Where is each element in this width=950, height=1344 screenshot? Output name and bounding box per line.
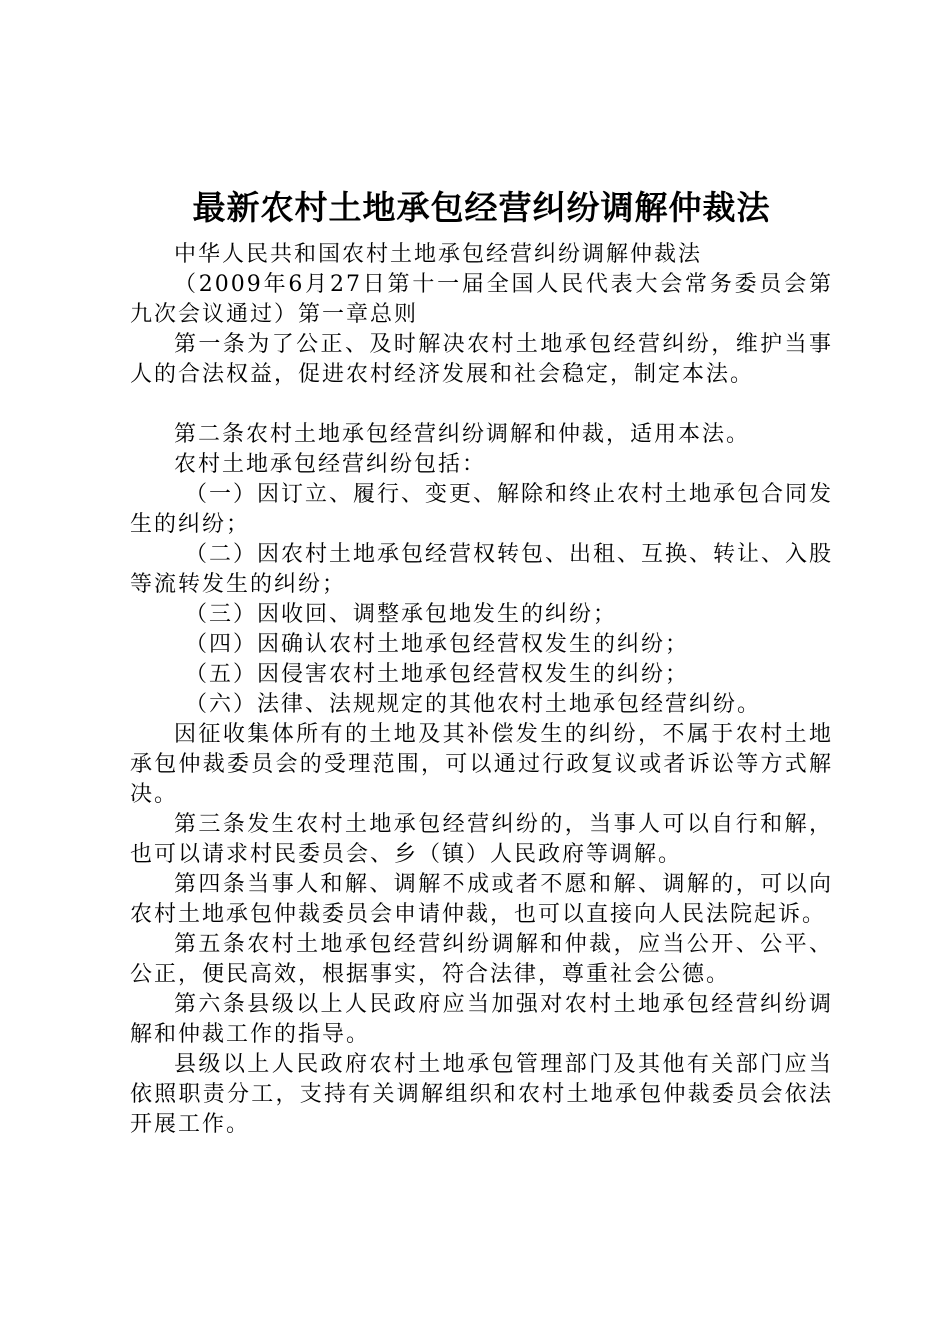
- law-name-line: 中华人民共和国农村土地承包经营纠纷调解仲裁法: [174, 242, 703, 267]
- article-1: 第一条为了公正、及时解决农村土地承包经营纠纷，维护当事人的合法权益，促进农村经济发展和社会稳定，制定本法。: [130, 332, 833, 387]
- article-2-item-1: （一）因订立、履行、变更、解除和终止农村土地承包合同发生的纠纷；: [130, 482, 834, 537]
- article-2-item-4: （四）因确认农村土地承包经营权发生的纠纷；: [185, 632, 690, 657]
- article-5: 第五条农村土地承包经营纠纷调解和仲裁，应当公开、公平、公正，便民高效，根据事实，符合法律，尊重社会公德。: [130, 932, 833, 987]
- article-3: 第三条发生农村土地承包经营纠纷的，当事人可以自行和解，也可以请求村民委员会、乡（镇）人民政府等调解。: [130, 812, 833, 867]
- article-2-item-5: （五）因侵害农村土地承包经营权发生的纠纷；: [185, 662, 690, 687]
- document-page: [130, 180, 833, 1140]
- article-6-paragraph-2: 县级以上人民政府农村土地承包管理部门及其他有关部门应当依照职责分工，支持有关调解组织和农村土地承包仲裁委员会依法开展工作。: [130, 1052, 833, 1137]
- article-2: 第二条农村土地承包经营纠纷调解和仲裁，适用本法。: [174, 422, 751, 447]
- article-6: 第六条县级以上人民政府应当加强对农村土地承包经营纠纷调解和仲裁工作的指导。: [130, 992, 833, 1047]
- blank-line: [130, 390, 833, 420]
- article-2-item-2: （二）因农村土地承包经营权转包、出租、互换、转让、入股等流转发生的纠纷；: [130, 542, 834, 597]
- article-2-list-intro: 农村土地承包经营纠纷包括：: [174, 452, 487, 477]
- article-4: 第四条当事人和解、调解不成或者不愿和解、调解的，可以向农村土地承包仲裁委员会申请仲裁，也可以直接向人民法院起诉。: [130, 872, 833, 927]
- article-2-item-6: （六）法律、法规规定的其他农村土地承包经营纠纷。: [185, 692, 762, 717]
- document-title: 最新农村土地承包经营纠纷调解仲裁法: [192, 188, 771, 227]
- article-2-item-3: （三）因收回、调整承包地发生的纠纷；: [185, 602, 618, 627]
- article-2-exclusion: 因征收集体所有的土地及其补偿发生的纠纷，不属于农村土地承包仲裁委员会的受理范围，可以通过行政复议或者诉讼等方式解决。: [130, 722, 833, 807]
- adoption-note: （2009年6月27日第十一届全国人民代表大会常务委员会第九次会议通过）第一章总则: [130, 272, 833, 327]
